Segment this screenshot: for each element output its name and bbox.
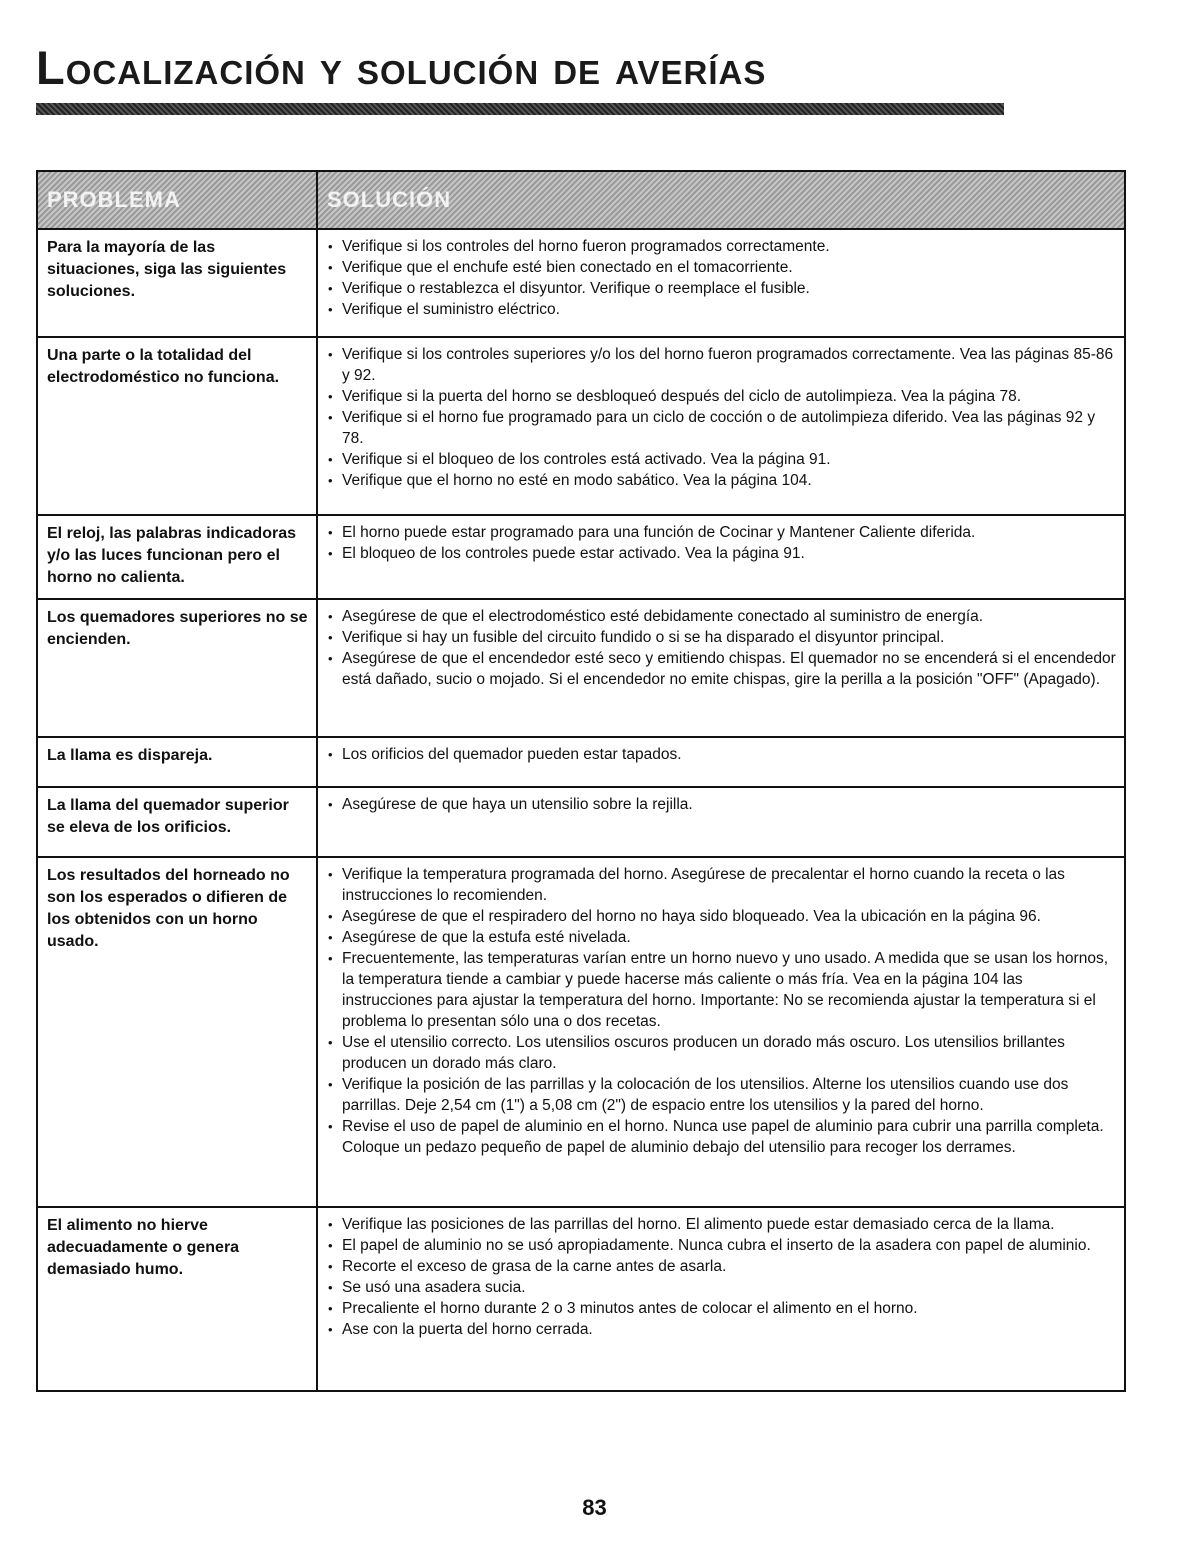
solution-list [328, 864, 1116, 1158]
solution-item: • Verifique la temperatura programada del horno. Asegúrese de precalentar el horno cuando la receta o las instrucciones lo recomienden. [328, 864, 1116, 906]
problem-cell: La llama del quemador superior se eleva de los orificios. [37, 787, 317, 857]
solution-list [328, 344, 1116, 491]
solution-item: • Revise el uso de papel de aluminio en el horno. Nunca use papel de aluminio para cubrir una parrilla completa. Coloque un pedazo pequeño de papel de aluminio debajo del utensilio para recoger los derrames. [328, 1116, 1116, 1158]
solution-item: • Se usó una asadera sucia. [328, 1277, 1116, 1298]
solution-item: • Asegúrese de que haya un utensilio sobre la rejilla. [328, 794, 1116, 815]
solution-list [328, 1214, 1116, 1340]
troubleshooting-table-container [36, 170, 1124, 1392]
title-divider [36, 103, 1004, 115]
solution-item: • Verifique si la puerta del horno se desbloqueó después del ciclo de autolimpieza. Vea la página 78. [328, 386, 1116, 407]
page-number: 83 [582, 1495, 607, 1520]
table-body [37, 229, 1125, 1391]
troubleshooting-table [36, 170, 1126, 1392]
solution-list [328, 606, 1116, 690]
solution-item: • Ase con la puerta del horno cerrada. [328, 1319, 1116, 1340]
solution-list [328, 522, 1116, 564]
solution-item: • Verifique que el horno no esté en modo sabático. Vea la página 104. [328, 470, 1116, 491]
table-row [37, 787, 1125, 857]
solution-item: • Verifique o restablezca el disyuntor. Verifique o reemplace el fusible. [328, 278, 1116, 299]
problem-cell: Los quemadores superiores no se encienden. [37, 599, 317, 737]
table-header-row [37, 171, 1125, 229]
solution-item: • Verifique el suministro eléctrico. [328, 299, 1116, 320]
page-title: Localización y solución de averías [36, 41, 767, 94]
solution-cell [317, 857, 1125, 1207]
solution-item: • El horno puede estar programado para una función de Cocinar y Mantener Caliente diferida. [328, 522, 1116, 543]
solution-item: • Asegúrese de que el electrodoméstico esté debidamente conectado al suministro de energía. [328, 606, 1116, 627]
solution-item: • Verifique si el horno fue programado para un ciclo de cocción o de autolimpieza diferido. Vea las páginas 92 y 78. [328, 407, 1116, 449]
problem-cell: El reloj, las palabras indicadoras y/o las luces funcionan pero el horno no calienta. [37, 515, 317, 599]
solution-list [328, 744, 1116, 765]
solution-item: • Asegúrese de que el respiradero del horno no haya sido bloqueado. Vea la ubicación en la página 96. [328, 906, 1116, 927]
solution-item: • Verifique si hay un fusible del circuito fundido o si se ha disparado el disyuntor principal. [328, 627, 1116, 648]
solution-item: • Verifique la posición de las parrillas y la colocación de los utensilios. Alterne los utensilios cuando use dos parrillas. Deje 2,54 cm (1") a 5,08 cm (2") de espacio entre los utensilios y la pared del horno. [328, 1074, 1116, 1116]
solution-item: • Use el utensilio correcto. Los utensilios oscuros producen un dorado más oscuro. Los utensilios brillantes producen un dorado más claro. [328, 1032, 1116, 1074]
solution-cell [317, 229, 1125, 337]
solution-list [328, 236, 1116, 320]
solution-item: • Asegúrese de que el encendedor esté seco y emitiendo chispas. El quemador no se encenderá si el encendedor está dañado, sucio o mojado. Si el encendedor no emite chispas, gire la perilla a la posición "OFF" (Apagado). [328, 648, 1116, 690]
solution-cell [317, 1207, 1125, 1391]
solution-list [328, 794, 1116, 815]
solution-item: • Precaliente el horno durante 2 o 3 minutos antes de colocar el alimento en el horno. [328, 1298, 1116, 1319]
problem-cell: El alimento no hierve adecuadamente o genera demasiado humo. [37, 1207, 317, 1391]
table-row [37, 229, 1125, 337]
solution-item: • Verifique las posiciones de las parrillas del horno. El alimento puede estar demasiado cerca de la llama. [328, 1214, 1116, 1235]
table-row [37, 599, 1125, 737]
solution-item: • Recorte el exceso de grasa de la carne antes de asarla. [328, 1256, 1116, 1277]
solution-item: • Verifique que el enchufe esté bien conectado en el tomacorriente. [328, 257, 1116, 278]
solution-cell [317, 515, 1125, 599]
solution-cell [317, 737, 1125, 787]
problem-cell: La llama es dispareja. [37, 737, 317, 787]
problem-cell: Para la mayoría de las situaciones, siga las siguientes soluciones. [37, 229, 317, 337]
solution-item: • Verifique si los controles del horno fueron programados correctamente. [328, 236, 1116, 257]
solution-item: • Asegúrese de que la estufa esté nivelada. [328, 927, 1116, 948]
solution-cell [317, 787, 1125, 857]
table-row [37, 515, 1125, 599]
solution-item: • Los orificios del quemador pueden estar tapados. [328, 744, 1116, 765]
table-row [37, 857, 1125, 1207]
problem-cell: Los resultados del horneado no son los esperados o difieren de los obtenidos con un horno usado. [37, 857, 317, 1207]
solution-cell [317, 599, 1125, 737]
solution-item: • El bloqueo de los controles puede estar activado. Vea la página 91. [328, 543, 1116, 564]
solution-column-header: SOLUCIÓN [317, 171, 1125, 229]
table-row [37, 1207, 1125, 1391]
problem-column-header: PROBLEMA [37, 171, 317, 229]
solution-item: • Verifique si el bloqueo de los controles está activado. Vea la página 91. [328, 449, 1116, 470]
solution-cell [317, 337, 1125, 515]
solution-item: • El papel de aluminio no se usó apropiadamente. Nunca cubra el inserto de la asadera con papel de aluminio. [328, 1235, 1116, 1256]
solution-item: • Verifique si los controles superiores y/o los del horno fueron programados correctamente. Vea las páginas 85-86 y 92. [328, 344, 1116, 386]
table-row [37, 337, 1125, 515]
table-row [37, 737, 1125, 787]
solution-item: • Frecuentemente, las temperaturas varían entre un horno nuevo y uno usado. A medida que se usan los hornos, la temperatura tiende a cambiar y puede hacerse más caliente o más fría. Vea en la página 104 las instrucciones para ajustar la temperatura del horno. Importante: No se recomienda ajustar la temperatura si el problema lo presentan sólo una o dos recetas. [328, 948, 1116, 1032]
problem-cell: Una parte o la totalidad del electrodoméstico no funciona. [37, 337, 317, 515]
